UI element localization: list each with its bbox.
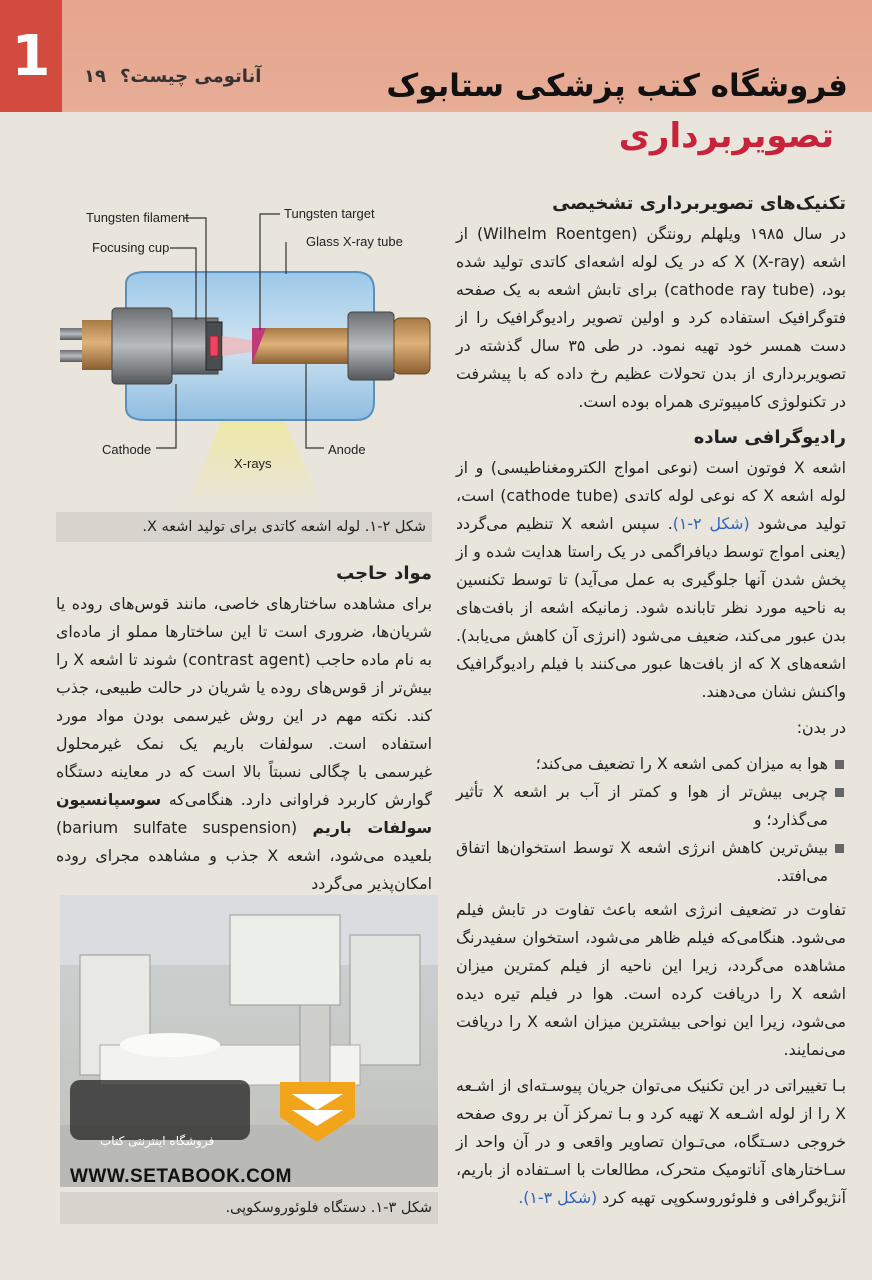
figure-ref-link[interactable]: (شکل ۳-۱). (518, 1188, 598, 1207)
bold-term: سوسپانسیون سولفات باریم (56, 790, 432, 837)
left-column (56, 560, 432, 906)
heading-diagnostic-imaging: تکنیک‌های تصویربرداری تشخیصی (552, 193, 846, 214)
paragraph (56, 590, 432, 898)
anode-block (348, 312, 394, 380)
heading-contrast-agents: مواد حاجب (336, 563, 432, 584)
figure-3-caption: شکل ۳-۱. دستگاه فلوئوروسکوپی. (60, 1192, 438, 1224)
chapter-tab (0, 0, 62, 112)
text-run: اشعه X فوتون است (نوعی امواج الکترومغناطیسی) و از لوله اشعه X که نوعی لوله کاتدی (cathode tube) است، تولید می‌شود (456, 458, 846, 533)
figure-ref-link[interactable]: (شکل ۲-۱) (672, 514, 750, 533)
paragraph (456, 1072, 846, 1212)
label-focusing-cup: Focusing cup (92, 240, 170, 255)
text-run: برای مشاهده ساختارهای خاصی، مانند قوس‌های روده یا شریان‌ها، ضروری است تا این ساختارها مملو از ماده‌ای به نام ماده حاجب (contrast agent) شوند تا اشعه X را بیش‌تر از قوس‌های روده یا شریان در حالت طبیعی، جذب کند. نکته مهم در این روش غیرسمی بودن مواد مورد استفاده است. سولفات باریم یک نمک غیرمحلول غیرسمی با چگالی نسبتاً بالا است که در معاینه دستگاه گوارش کاربرد فراوانی دارد. هنگامی‌که (56, 594, 432, 809)
watermark-url: WWW.SETABOOK.COM (70, 1166, 292, 1187)
anode-cap (394, 318, 430, 374)
text-run: بـا تغییراتی در این تکنیک می‌توان جریان پیوسـته‌ای از اشـعه X را از لوله اشـعه X تهیه کرد و بـا تمرکز آن بر روی صفحه خروجی دسـتگاه، می‌تـوان تصاویر واقعی و در آن واحد از سـاختارهای آناتومیک متحرک، مطالعات با اسـتفاده از باریم، آنژیوگرافی و فلوئوروسکوپی تهیه کرد (456, 1076, 846, 1207)
section-title: تصویربرداری (618, 116, 834, 156)
label-xrays: X-rays (234, 456, 272, 471)
paragraph (456, 454, 846, 706)
cathode-block (112, 308, 172, 384)
page-number: ۱۹ (84, 66, 106, 87)
store-title: فروشگاه کتب پزشکی ستابوک (386, 68, 848, 104)
right-column (456, 190, 846, 1220)
list-item: هوا به میزان کمی اشعه X را تضعیف می‌کند؛ (456, 750, 846, 778)
chapter-number: 1 (11, 23, 51, 89)
paragraph: در بدن: (796, 718, 846, 737)
label-anode: Anode (328, 442, 366, 457)
figure-1-caption: شکل ۲-۱. لوله اشعه کاتدی برای تولید اشعه X. (56, 512, 432, 542)
running-head (84, 66, 261, 87)
paragraph: تفاوت در تضعیف انرژی اشعه باعث تفاوت در تابش فیلم می‌شود. هنگامی‌که فیلم ظاهر می‌شود، استخوان سفیدرنگ مشاهده می‌گردد، زیرا این ناحیه از فیلم کمترین میزان اشعه X را دریافت کرده است. هوا در فیلم تیره دیده می‌شود، زیرا این نواحی بیشترین میزان اشعه X را دریافت می‌نمایند. (456, 900, 847, 1059)
text-run: . سپس اشعه X تنظیم می‌گردد (یعنی امواج توسط دیافراگمی در یک راستا هدایت شده و از پخش شدن آنها جلوگیری به عمل می‌آید) تا توسط تکنسین به ناحیه مورد نظر تابانده شود. زمانیکه اشعه از بافت‌های بدن عبور می‌کند، ضعیف می‌شود (انرژی آن کاهش می‌یابد). اشعه‌های X که از بافت‌ها عبور می‌کنند با فیلم رادیوگرافیک واکنش نشان می‌دهند. (456, 514, 846, 701)
label-glass-tube: Glass X-ray tube (306, 234, 403, 249)
text-run: (barium sulfate suspension) بلعیده می‌شود، اشعه X جذب و مشاهده مجرای روده امکان‌پذیر می‌گردد (56, 818, 432, 893)
label-tungsten-filament: Tungsten filament (86, 210, 189, 225)
paragraph: در سال ۱۹۸۵ ویلهلم رونتگن (Wilhelm Roentgen) از اشعه X (X-ray) که در یک لوله اشعه‌ای کاتدی تولید شده بود، (cathode ray tube) برای تابش اشعه به یک صفحه فتوگرافیک استفاده کرد و اولین تصویر رادیوگرافیک را از دست همسر خود تهیه نمود. در طی ۳۵ سال گذشته در تصویربرداری از بدن تحولات عظیم رخ داده که با پیشرفت در تکنولوژی کامپیوتری همراه بوده است. (456, 224, 847, 411)
running-title: آناتومی چیست؟ (119, 66, 262, 87)
label-tungsten-target: Tungsten target (284, 206, 375, 221)
list-item: چربی بیش‌تر از هوا و کمتر از آب بر اشعه X تأثیر می‌گذارد؛ و (456, 778, 846, 834)
heading-plain-radiography: رادیوگرافی ساده (693, 427, 846, 448)
label-cathode: Cathode (102, 442, 152, 457)
xray-tube-figure (56, 200, 436, 510)
tungsten-filament (210, 336, 218, 356)
bullet-list (456, 750, 846, 890)
anode-rod (252, 328, 362, 364)
list-item: بیش‌ترین کاهش انرژی اشعه X توسط استخوان‌ها اتفاق می‌افتد. (456, 834, 846, 890)
watermark-subtitle: فروشگاه اینترنتی کتاب (100, 1134, 215, 1148)
